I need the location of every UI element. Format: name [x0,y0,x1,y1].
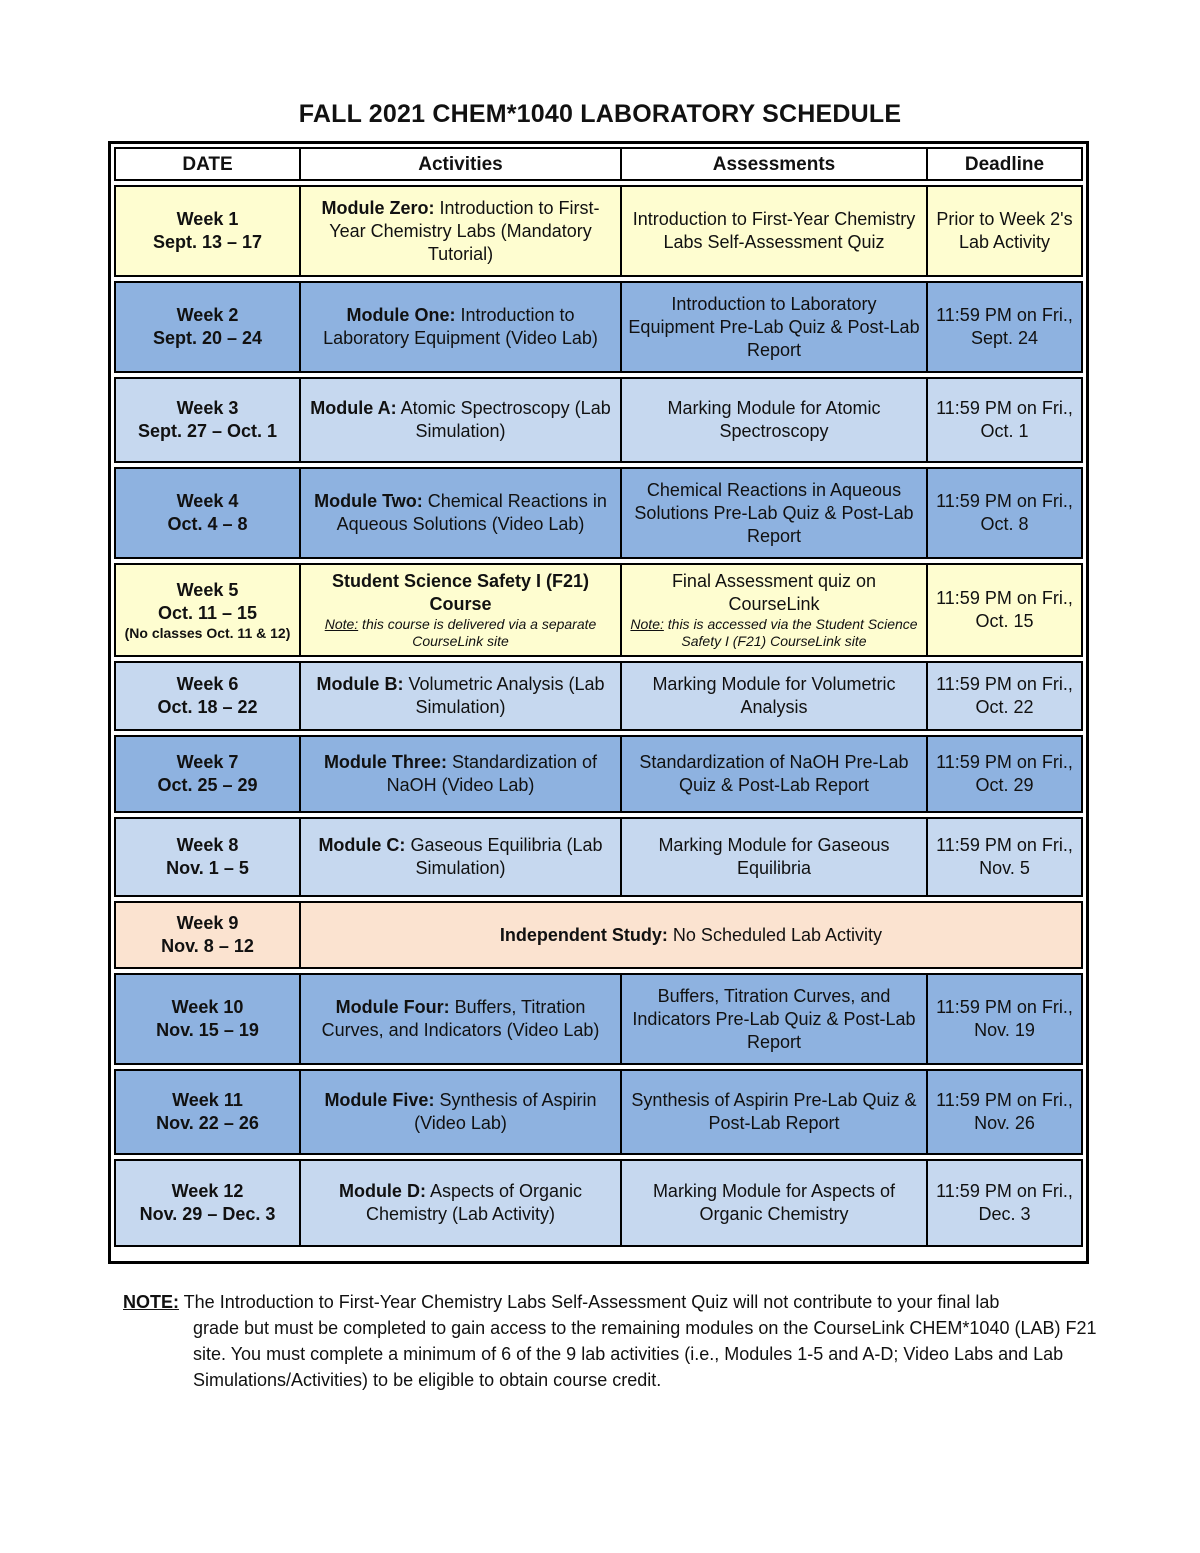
activity-cell: Module One: Introduction to Laboratory Equipment (Video Lab) [301,281,622,373]
deadline-cell: Prior to Week 2's Lab Activity [928,185,1083,277]
deadline-cell: 11:59 PM on Fri., Sept. 24 [928,281,1083,373]
assessment-cell: Introduction to First-Year Chemistry Labs Self-Assessment Quiz [622,185,928,277]
footer-note: NOTE: The Introduction to First-Year Chemistry Labs Self-Assessment Quiz will not contribute to your final lab grade but must be completed to gain access to the remaining modules on the CourseLink CHEM*1040 (LAB) F21 site. You must complete a minimum of 6 of the 9 lab activities (i.e., Modules 1-5 and A-D; Video Labs and Lab Simulations/Activities) to be eligible to obtain course credit. [123,1292,1097,1390]
assessment-cell: Marking Module for Aspects of Organic Chemistry [622,1159,928,1247]
deadline-cell: 11:59 PM on Fri., Oct. 8 [928,467,1083,559]
deadline-cell: 11:59 PM on Fri., Nov. 5 [928,817,1083,897]
assessment-cell: Marking Module for Gaseous Equilibria [622,817,928,897]
date-cell: Week 1 Sept. 13 – 17 [114,185,301,277]
table-row [114,377,1083,463]
date-cell: Week 9 Nov. 8 – 12 [114,901,301,969]
page-title: FALL 2021 CHEM*1040 LABORATORY SCHEDULE [298,100,902,128]
date-cell: Week 4 Oct. 4 – 8 [114,467,301,559]
header-deadline: Deadline [928,147,1083,181]
assessment-cell: Marking Module for Atomic Spectroscopy [622,377,928,463]
activity-cell: Module D: Aspects of Organic Chemistry (Lab Activity) [301,1159,622,1247]
deadline-cell: 11:59 PM on Fri., Oct. 29 [928,735,1083,813]
date-cell: Week 7 Oct. 25 – 29 [114,735,301,813]
activity-cell: Module Zero: Introduction to First-Year Chemistry Labs (Mandatory Tutorial) [301,185,622,277]
assessment-cell: Marking Module for Volumetric Analysis [622,661,928,731]
assessment-cell: Chemical Reactions in Aqueous Solutions Pre-Lab Quiz & Post-Lab Report [622,467,928,559]
deadline-cell: 11:59 PM on Fri., Oct. 1 [928,377,1083,463]
activity-cell: Module Four: Buffers, Titration Curves, and Indicators (Video Lab) [301,973,622,1065]
header-row [114,147,1083,181]
deadline-cell: 11:59 PM on Fri., Dec. 3 [928,1159,1083,1247]
date-cell: Week 5 Oct. 11 – 15 (No classes Oct. 11 & 12) [114,563,301,657]
table-row [114,901,1083,969]
deadline-cell: 11:59 PM on Fri., Oct. 22 [928,661,1083,731]
assessment-cell: Standardization of NaOH Pre-Lab Quiz & Post-Lab Report [622,735,928,813]
assessment-cell: Final Assessment quiz on CourseLink Note: this is accessed via the Student Science Safety I (F21) CourseLink site [622,563,928,657]
activity-cell: Module B: Volumetric Analysis (Lab Simulation) [301,661,622,731]
date-cell: Week 10 Nov. 15 – 19 [114,973,301,1065]
header-activities: Activities [301,147,622,181]
assessment-cell: Buffers, Titration Curves, and Indicators Pre-Lab Quiz & Post-Lab Report [622,973,928,1065]
activity-cell: Module A: Atomic Spectroscopy (Lab Simulation) [301,377,622,463]
activity-cell: Module Five: Synthesis of Aspirin (Video Lab) [301,1069,622,1155]
deadline-cell: 11:59 PM on Fri., Oct. 15 [928,563,1083,657]
date-cell: Week 2 Sept. 20 – 24 [114,281,301,373]
header-date: DATE [114,147,301,181]
table-row [114,817,1083,897]
date-cell: Week 6 Oct. 18 – 22 [114,661,301,731]
activity-cell: Module Three: Standardization of NaOH (Video Lab) [301,735,622,813]
activity-cell: Module C: Gaseous Equilibria (Lab Simulation) [301,817,622,897]
assessment-cell: Introduction to Laboratory Equipment Pre-Lab Quiz & Post-Lab Report [622,281,928,373]
table-row [114,1159,1083,1247]
schedule-table [108,141,1089,1264]
activity-cell: Module Two: Chemical Reactions in Aqueous Solutions (Video Lab) [301,467,622,559]
table-row [114,467,1083,559]
table-row [114,661,1083,731]
independent-study-cell: Independent Study: No Scheduled Lab Activity [301,901,1083,969]
activity-cell: Student Science Safety I (F21) Course Note: this course is delivered via a separate CourseLink site [301,563,622,657]
date-cell: Week 3 Sept. 27 – Oct. 1 [114,377,301,463]
table-row [114,281,1083,373]
deadline-cell: 11:59 PM on Fri., Nov. 19 [928,973,1083,1065]
table-row [114,735,1083,813]
header-assessments: Assessments [622,147,928,181]
table-row [114,1069,1083,1155]
table-row [114,563,1083,657]
table-row [114,185,1083,277]
date-cell: Week 12 Nov. 29 – Dec. 3 [114,1159,301,1247]
deadline-cell: 11:59 PM on Fri., Nov. 26 [928,1069,1083,1155]
date-cell: Week 8 Nov. 1 – 5 [114,817,301,897]
assessment-cell: Synthesis of Aspirin Pre-Lab Quiz & Post-Lab Report [622,1069,928,1155]
table-row [114,973,1083,1065]
date-cell: Week 11 Nov. 22 – 26 [114,1069,301,1155]
note-label: NOTE: [123,1292,179,1312]
